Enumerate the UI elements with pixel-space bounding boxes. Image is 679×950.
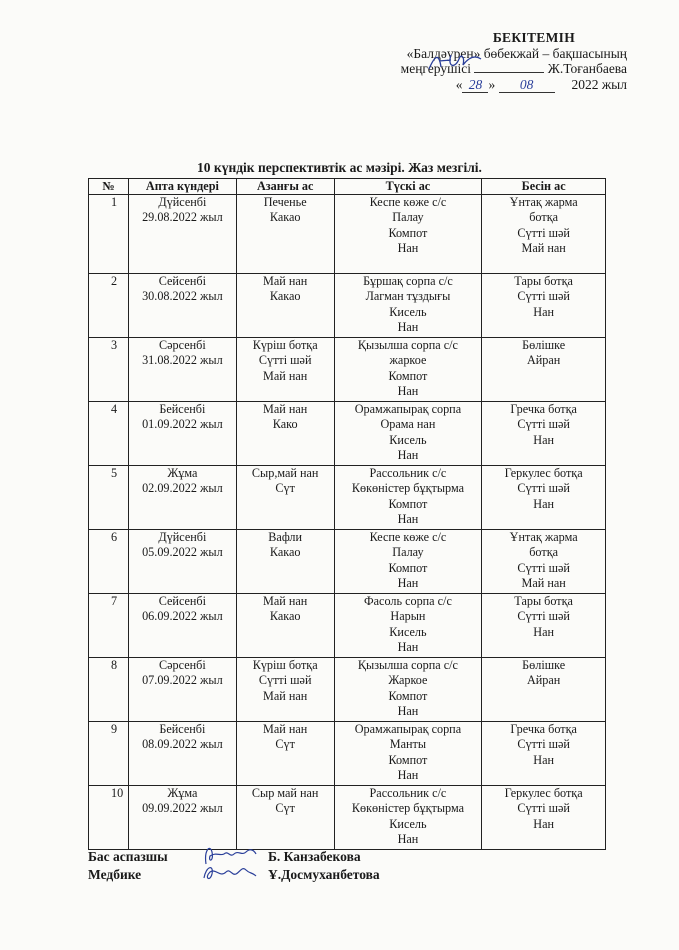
lunch-line: Фасоль сорпа с/с	[364, 594, 452, 608]
snack-line: Сүтті шәй	[517, 560, 570, 575]
cell-number: 10	[89, 786, 129, 850]
snack-line: Тары ботқа	[514, 274, 573, 288]
snack-line: Сүтті шәй	[517, 737, 570, 752]
column-header-lunch: Түскі ас	[334, 179, 482, 195]
cell-snack	[482, 658, 606, 722]
manager-label: меңгерушісі	[400, 61, 471, 76]
lunch-line: Көкөністер бұқтырма	[351, 801, 464, 816]
cell-number: 7	[89, 594, 129, 658]
cell-day	[128, 722, 236, 786]
snack-line: Бөлішке	[522, 658, 566, 672]
snack-line: Айран	[526, 353, 561, 368]
lunch-line: Нан	[397, 240, 419, 255]
cell-lunch	[334, 195, 482, 274]
cell-day	[128, 274, 236, 338]
cell-snack	[482, 195, 606, 274]
snack-line: Гречка ботқа	[510, 402, 577, 416]
day-line: Бейсенбі	[159, 722, 206, 736]
cell-number: 4	[89, 402, 129, 466]
breakfast-line: Какао	[269, 609, 301, 624]
menu-table-body	[89, 195, 606, 850]
snack-line: Гречка ботқа	[510, 722, 577, 736]
day-line: Жұма	[167, 466, 198, 480]
cell-lunch	[334, 466, 482, 530]
manager-signature-icon	[425, 49, 485, 75]
table-row	[89, 274, 606, 338]
lunch-line: жаркое	[389, 353, 427, 368]
cell-snack	[482, 274, 606, 338]
cell-number: 9	[89, 722, 129, 786]
lunch-line: Көкөністер бұқтырма	[351, 481, 464, 496]
table-row	[89, 195, 606, 274]
date-month: 08	[499, 77, 555, 94]
snack-line: Сүтті шәй	[517, 801, 570, 816]
breakfast-line: Май нан	[263, 402, 308, 416]
cell-number: 5	[89, 466, 129, 530]
day-line: 05.09.2022 жыл	[142, 545, 223, 560]
snack-line: Нан	[533, 496, 554, 511]
day-line: Бейсенбі	[159, 402, 206, 416]
cell-lunch	[334, 658, 482, 722]
cell-lunch	[334, 338, 482, 402]
breakfast-line: Май нан	[263, 368, 308, 383]
lunch-line: Компот	[388, 225, 428, 240]
menu-table	[88, 178, 606, 850]
date-year: 2022 жыл	[571, 76, 627, 92]
lunch-line: Нан	[397, 511, 419, 526]
cell-number: 3	[89, 338, 129, 402]
cell-breakfast	[236, 722, 334, 786]
breakfast-line: Сүт	[275, 737, 295, 752]
lunch-line: Рассольник с/с	[369, 786, 447, 800]
cell-day	[128, 530, 236, 594]
date-day: 28	[462, 77, 488, 94]
snack-line: ботқа	[529, 545, 559, 560]
breakfast-line: Май нан	[263, 594, 308, 608]
chef-name: Б. Канзабекова	[268, 849, 361, 864]
day-line: 30.08.2022 жыл	[142, 289, 223, 304]
lunch-line: Нан	[397, 767, 419, 782]
cell-day	[128, 786, 236, 850]
organization-line: «Балдәурен» бөбекжай – бақшасының	[406, 45, 627, 61]
cell-lunch	[334, 402, 482, 466]
manager-line	[327, 61, 627, 77]
cell-breakfast	[236, 658, 334, 722]
breakfast-line: Сыр,май нан	[251, 466, 319, 480]
approval-block	[327, 30, 627, 93]
cell-snack	[482, 530, 606, 594]
snack-line: Нан	[533, 816, 554, 831]
lunch-line: Палау	[392, 210, 424, 225]
lunch-line: Кисель	[389, 816, 427, 831]
cell-breakfast	[236, 195, 334, 274]
lunch-line: Кеспе көже с/с	[369, 530, 447, 544]
snack-line: Май нан	[521, 575, 566, 590]
lunch-line: Нан	[397, 575, 419, 590]
snack-line: Ұнтақ жарма	[509, 530, 578, 544]
cell-breakfast	[236, 786, 334, 850]
snack-line: Нан	[533, 752, 554, 767]
day-line: Жұма	[167, 786, 198, 800]
cell-number: 1	[89, 195, 129, 274]
day-line: Сейсенбі	[158, 594, 207, 608]
lunch-line: Жаркое	[388, 673, 428, 688]
snack-line: Сүтті шәй	[517, 289, 570, 304]
breakfast-line: Печенье	[263, 195, 307, 209]
cell-lunch	[334, 786, 482, 850]
manager-name: Ж.Тоғанбаева	[547, 61, 627, 76]
day-line: 31.08.2022 жыл	[142, 353, 223, 368]
snack-line: Сүтті шәй	[517, 609, 570, 624]
breakfast-line: Май нан	[263, 722, 308, 736]
snack-line: Айран	[526, 673, 561, 688]
cell-day	[128, 338, 236, 402]
breakfast-line: Сүт	[275, 801, 295, 816]
breakfast-line: Како	[272, 417, 298, 432]
day-line: Сәрсенбі	[159, 338, 206, 352]
breakfast-line: Сыр май нан	[251, 786, 319, 800]
lunch-line: Нан	[397, 831, 419, 846]
lunch-line: Орама нан	[380, 417, 436, 432]
nurse-signature-icon	[200, 860, 258, 886]
lunch-line: Кисель	[389, 624, 427, 639]
cell-day	[128, 594, 236, 658]
snack-line: Сүтті шәй	[517, 481, 570, 496]
snack-line: Геркулес ботқа	[504, 786, 583, 800]
cell-number: 2	[89, 274, 129, 338]
cell-snack	[482, 722, 606, 786]
day-line: Сәрсенбі	[159, 658, 206, 672]
cell-day	[128, 402, 236, 466]
table-row	[89, 658, 606, 722]
snack-line: Нан	[533, 304, 554, 319]
day-line: 02.09.2022 жыл	[142, 481, 223, 496]
lunch-line: Палау	[392, 545, 424, 560]
cell-breakfast	[236, 594, 334, 658]
snack-line: Нан	[533, 432, 554, 447]
snack-line: Сүтті шәй	[517, 225, 570, 240]
lunch-line: Манты	[389, 737, 427, 752]
lunch-line: Кисель	[389, 304, 427, 319]
cell-lunch	[334, 594, 482, 658]
snack-line: Геркулес ботқа	[504, 466, 583, 480]
lunch-line: Нан	[397, 383, 419, 398]
lunch-line: Компот	[388, 496, 428, 511]
approve-title: БЕКІТЕМІН	[492, 30, 575, 45]
cell-lunch	[334, 722, 482, 786]
column-header-breakfast: Азанғы ас	[236, 179, 334, 195]
cell-breakfast	[236, 530, 334, 594]
day-line: 06.09.2022 жыл	[142, 609, 223, 624]
snack-line: Ұнтақ жарма	[509, 195, 578, 209]
breakfast-line: Сүт	[275, 481, 295, 496]
lunch-line: Нан	[397, 703, 419, 718]
lunch-line: Рассольник с/с	[369, 466, 447, 480]
column-header-day: Апта күндері	[128, 179, 236, 195]
breakfast-line: Күріш ботқа	[252, 338, 318, 352]
lunch-line: Қызылша сорпа с/с	[357, 658, 458, 672]
breakfast-line: Күріш ботқа	[252, 658, 318, 672]
lunch-line: Нан	[397, 319, 419, 334]
signature-row-nurse	[88, 866, 408, 884]
day-line: 29.08.2022 жыл	[142, 210, 223, 225]
lunch-line: Бұршақ сорпа с/с	[363, 274, 453, 288]
lunch-line: Лагман тұздығы	[365, 289, 451, 304]
table-row	[89, 338, 606, 402]
table-row	[89, 594, 606, 658]
breakfast-line: Сүтті шәй	[258, 673, 312, 688]
cell-day	[128, 195, 236, 274]
breakfast-line: Вафли	[268, 530, 303, 544]
table-header-row	[89, 179, 606, 195]
breakfast-line: Какао	[269, 210, 301, 225]
breakfast-line: Май нан	[263, 274, 308, 288]
lunch-line: Нан	[397, 639, 419, 654]
snack-line: Бөлішке	[522, 338, 566, 352]
snack-line: Нан	[533, 624, 554, 639]
day-line: 09.09.2022 жыл	[142, 801, 223, 816]
lunch-line: Компот	[388, 560, 428, 575]
cell-breakfast	[236, 466, 334, 530]
cell-breakfast	[236, 274, 334, 338]
breakfast-line: Май нан	[263, 688, 308, 703]
table-row	[89, 530, 606, 594]
lunch-line: Нан	[397, 447, 419, 462]
lunch-line: Компот	[388, 688, 428, 703]
cell-snack	[482, 786, 606, 850]
column-header-snack: Бесін ас	[482, 179, 606, 195]
snack-line: Тары ботқа	[514, 594, 573, 608]
cell-snack	[482, 338, 606, 402]
cell-day	[128, 466, 236, 530]
cell-breakfast	[236, 402, 334, 466]
table-row	[89, 786, 606, 850]
cell-snack	[482, 466, 606, 530]
lunch-line: Нарын	[390, 609, 426, 624]
breakfast-line: Какао	[269, 545, 301, 560]
lunch-line: Компот	[388, 368, 428, 383]
snack-line: ботқа	[529, 210, 559, 225]
signature-block	[88, 848, 408, 884]
day-line: Дүйсенбі	[158, 195, 207, 209]
day-line: Дүйсенбі	[158, 530, 207, 544]
lunch-line: Кеспе көже с/с	[369, 195, 447, 209]
day-line: 08.09.2022 жыл	[142, 737, 223, 752]
document-title: 10 күндік перспективтік ас мәзірі. Жаз мезгілі.	[197, 160, 482, 175]
nurse-role: Медбике	[88, 867, 142, 882]
day-line: 01.09.2022 жыл	[142, 417, 223, 432]
cell-breakfast	[236, 338, 334, 402]
table-row	[89, 466, 606, 530]
table-row	[89, 402, 606, 466]
nurse-name: Ұ.Досмуханбетова	[268, 867, 380, 882]
lunch-line: Кисель	[389, 432, 427, 447]
cell-number: 6	[89, 530, 129, 594]
chef-role: Бас аспазшы	[88, 849, 168, 864]
table-row	[89, 722, 606, 786]
day-line: 07.09.2022 жыл	[142, 673, 223, 688]
cell-day	[128, 658, 236, 722]
lunch-line: Орамжапырақ сорпа	[354, 722, 462, 736]
lunch-line: Қызылша сорпа с/с	[357, 338, 458, 352]
snack-line: Сүтті шәй	[517, 417, 570, 432]
lunch-line: Орамжапырақ сорпа	[354, 402, 462, 416]
column-header-number: №	[89, 179, 129, 195]
cell-snack	[482, 402, 606, 466]
breakfast-line: Сүтті шәй	[258, 353, 312, 368]
snack-line: Май нан	[521, 240, 566, 255]
lunch-line: Компот	[388, 752, 428, 767]
approval-date: « 28 » 08 2022 жыл	[455, 76, 627, 92]
cell-snack	[482, 594, 606, 658]
breakfast-line: Какао	[269, 289, 301, 304]
cell-number: 8	[89, 658, 129, 722]
cell-lunch	[334, 530, 482, 594]
cell-lunch	[334, 274, 482, 338]
day-line: Сейсенбі	[158, 274, 207, 288]
